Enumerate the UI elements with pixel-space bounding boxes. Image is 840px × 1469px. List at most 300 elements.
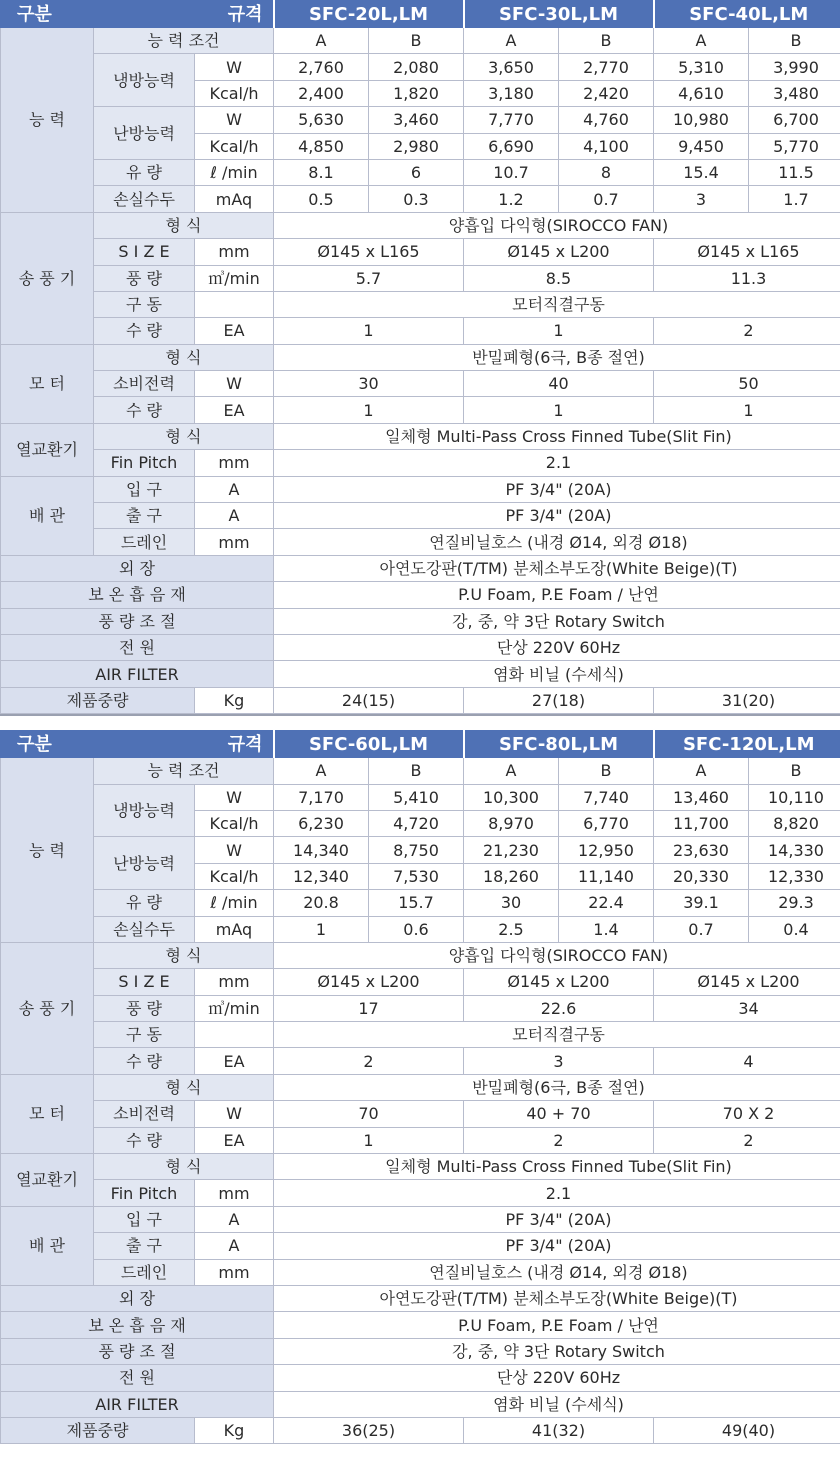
value-cell: 5,310 xyxy=(654,54,749,80)
value-cell: 7,530 xyxy=(369,863,464,889)
header-spec: 규격 xyxy=(94,1,274,28)
value-cell: A xyxy=(654,758,749,784)
value-cell: 40 + 70 xyxy=(464,1101,654,1127)
value-cell: 2 xyxy=(464,1127,654,1153)
value-cell: 20.8 xyxy=(274,890,369,916)
table-divider xyxy=(0,714,840,730)
value-cell: 염화 비닐 (수세식) xyxy=(274,661,840,687)
value-cell: 단상 220V 60Hz xyxy=(274,1365,840,1391)
value-cell: 1 xyxy=(274,916,369,942)
value-cell: 6 xyxy=(369,159,464,185)
row-label: 냉방능력 xyxy=(94,784,195,837)
value-cell: B xyxy=(749,28,840,54)
table-row xyxy=(1,582,840,608)
value-cell: A xyxy=(464,758,559,784)
value-cell: 2,400 xyxy=(274,80,369,106)
row-label: 형 식 xyxy=(94,1154,274,1180)
row-label: AIR FILTER xyxy=(1,1391,274,1417)
row-label: Fin Pitch xyxy=(94,1180,195,1206)
value-cell: 2.1 xyxy=(274,450,840,476)
value-cell: 1.2 xyxy=(464,186,559,212)
section-label: 열교환기 xyxy=(1,423,94,476)
row-label: 풍 량 xyxy=(94,995,195,1021)
value-cell: 39.1 xyxy=(654,890,749,916)
table-row xyxy=(1,397,840,423)
unit-cell: Kcal/h xyxy=(195,863,274,889)
header-gubun: 구분 xyxy=(1,731,94,758)
value-cell: Ø145 x L200 xyxy=(654,969,840,995)
model-header: SFC-40L,LM xyxy=(654,1,840,28)
value-cell: 70 xyxy=(274,1101,464,1127)
value-cell: 18,260 xyxy=(464,863,559,889)
section-label: 배 관 xyxy=(1,476,94,555)
value-cell: 24(15) xyxy=(274,687,464,713)
row-label: 입 구 xyxy=(94,1206,195,1232)
table-row xyxy=(1,1206,840,1232)
value-cell: 0.7 xyxy=(559,186,654,212)
row-label: 형 식 xyxy=(94,344,274,370)
value-cell: A xyxy=(464,28,559,54)
table-row xyxy=(1,1,840,28)
table-row xyxy=(1,916,840,942)
value-cell: 11,140 xyxy=(559,863,654,889)
row-label: 소비전력 xyxy=(94,1101,195,1127)
row-label: 외 장 xyxy=(1,1285,274,1311)
row-label: 능 력 조건 xyxy=(94,758,274,784)
row-label: 드레인 xyxy=(94,529,195,555)
row-label: 형 식 xyxy=(94,1074,274,1100)
value-cell: 2,080 xyxy=(369,54,464,80)
value-cell: Ø145 x L165 xyxy=(274,239,464,265)
value-cell: 17 xyxy=(274,995,464,1021)
unit-cell: W xyxy=(195,784,274,810)
table-row xyxy=(1,28,840,54)
row-label: Fin Pitch xyxy=(94,450,195,476)
value-cell: 4,100 xyxy=(559,133,654,159)
unit-cell: ㎥/min xyxy=(195,265,274,291)
value-cell: 7,170 xyxy=(274,784,369,810)
value-cell: 3 xyxy=(464,1048,654,1074)
value-cell: 2,770 xyxy=(559,54,654,80)
unit-cell: A xyxy=(195,1233,274,1259)
unit-cell: Kcal/h xyxy=(195,80,274,106)
value-cell: Ø145 x L200 xyxy=(464,239,654,265)
value-cell: 12,330 xyxy=(749,863,840,889)
value-cell: 1.7 xyxy=(749,186,840,212)
value-cell: P.U Foam, P.E Foam / 난연 xyxy=(274,1312,840,1338)
value-cell: 1 xyxy=(274,318,464,344)
value-cell: 8.5 xyxy=(464,265,654,291)
row-label: 수 량 xyxy=(94,1048,195,1074)
row-label: 제품중량 xyxy=(1,1417,195,1443)
row-label: 제품중량 xyxy=(1,687,195,713)
row-label: 난방능력 xyxy=(94,837,195,890)
value-cell: 8,970 xyxy=(464,810,559,836)
unit-cell: A xyxy=(195,503,274,529)
row-label: 수 량 xyxy=(94,1127,195,1153)
value-cell: 22.6 xyxy=(464,995,654,1021)
value-cell: 3 xyxy=(654,186,749,212)
value-cell: 14,340 xyxy=(274,837,369,863)
value-cell: 29.3 xyxy=(749,890,840,916)
value-cell: PF 3/4" (20A) xyxy=(274,1233,840,1259)
table-row xyxy=(1,291,840,317)
row-label: 드레인 xyxy=(94,1259,195,1285)
unit-cell: EA xyxy=(195,397,274,423)
value-cell: Ø145 x L165 xyxy=(654,239,840,265)
value-cell: 5,410 xyxy=(369,784,464,810)
unit-cell: W xyxy=(195,107,274,133)
table-row xyxy=(1,186,840,212)
value-cell: 3,460 xyxy=(369,107,464,133)
table-row xyxy=(1,942,840,968)
table-row xyxy=(1,318,840,344)
row-label: 난방능력 xyxy=(94,107,195,160)
value-cell: 6,690 xyxy=(464,133,559,159)
value-cell: 15.7 xyxy=(369,890,464,916)
value-cell: 10,980 xyxy=(654,107,749,133)
table-row xyxy=(1,159,840,185)
header-gubun: 구분 xyxy=(1,1,94,28)
row-label: 풍 량 xyxy=(94,265,195,291)
model-header: SFC-20L,LM xyxy=(274,1,464,28)
value-cell: 11.3 xyxy=(654,265,840,291)
value-cell: 6,230 xyxy=(274,810,369,836)
value-cell: B xyxy=(559,758,654,784)
value-cell: 27(18) xyxy=(464,687,654,713)
table-row xyxy=(1,758,840,784)
table-row xyxy=(1,1233,840,1259)
value-cell: 0.3 xyxy=(369,186,464,212)
table-row xyxy=(1,890,840,916)
table-row xyxy=(1,661,840,687)
value-cell: 10,300 xyxy=(464,784,559,810)
row-label: 수 량 xyxy=(94,318,195,344)
value-cell: 12,340 xyxy=(274,863,369,889)
value-cell: 15.4 xyxy=(654,159,749,185)
row-label: S I Z E xyxy=(94,239,195,265)
value-cell: 1.4 xyxy=(559,916,654,942)
table-row xyxy=(1,608,840,634)
value-cell: 41(32) xyxy=(464,1417,654,1443)
value-cell: 3,180 xyxy=(464,80,559,106)
table-row xyxy=(1,529,840,555)
value-cell: B xyxy=(369,758,464,784)
value-cell: 연질비닐호스 (내경 Ø14, 외경 Ø18) xyxy=(274,1259,840,1285)
table-row xyxy=(1,1048,840,1074)
value-cell: 0.6 xyxy=(369,916,464,942)
unit-cell: mm xyxy=(195,1259,274,1285)
table-row xyxy=(1,687,840,713)
table-row xyxy=(1,476,840,502)
table-row xyxy=(1,1101,840,1127)
value-cell: 7,740 xyxy=(559,784,654,810)
value-cell: 22.4 xyxy=(559,890,654,916)
value-cell: 12,950 xyxy=(559,837,654,863)
unit-cell: Kg xyxy=(195,1417,274,1443)
value-cell: 강, 중, 약 3단 Rotary Switch xyxy=(274,608,840,634)
unit-cell: Kg xyxy=(195,687,274,713)
table-row xyxy=(1,344,840,370)
table-row xyxy=(1,1338,840,1364)
row-label: 형 식 xyxy=(94,423,274,449)
table-row xyxy=(1,1074,840,1100)
table-row xyxy=(1,837,840,863)
value-cell: 아연도강판(T/TM) 분체소부도장(White Beige)(T) xyxy=(274,1285,840,1311)
row-label: 냉방능력 xyxy=(94,54,195,107)
model-header: SFC-60L,LM xyxy=(274,731,464,758)
row-label: 출 구 xyxy=(94,1233,195,1259)
unit-cell: ℓ /min xyxy=(195,890,274,916)
value-cell: 21,230 xyxy=(464,837,559,863)
unit-cell: ℓ /min xyxy=(195,159,274,185)
value-cell: 13,460 xyxy=(654,784,749,810)
unit-cell: mm xyxy=(195,969,274,995)
value-cell: 3,990 xyxy=(749,54,840,80)
unit-cell xyxy=(195,291,274,317)
value-cell: 7,770 xyxy=(464,107,559,133)
value-cell: 1 xyxy=(464,397,654,423)
value-cell: PF 3/4" (20A) xyxy=(274,503,840,529)
value-cell: 1 xyxy=(464,318,654,344)
spec-table-2 xyxy=(0,730,840,1444)
value-cell: B xyxy=(369,28,464,54)
unit-cell: mAq xyxy=(195,916,274,942)
unit-cell: Kcal/h xyxy=(195,133,274,159)
value-cell: B xyxy=(749,758,840,784)
value-cell: 40 xyxy=(464,371,654,397)
unit-cell: A xyxy=(195,476,274,502)
table-row xyxy=(1,503,840,529)
value-cell: 2 xyxy=(654,318,840,344)
value-cell: 5.7 xyxy=(274,265,464,291)
row-label: 형 식 xyxy=(94,942,274,968)
row-label: 소비전력 xyxy=(94,371,195,397)
value-cell: 49(40) xyxy=(654,1417,840,1443)
value-cell: 10,110 xyxy=(749,784,840,810)
value-cell: 5,630 xyxy=(274,107,369,133)
row-label: AIR FILTER xyxy=(1,661,274,687)
value-cell: 4,760 xyxy=(559,107,654,133)
value-cell: 모터직결구동 xyxy=(274,1022,840,1048)
value-cell: 50 xyxy=(654,371,840,397)
section-label: 송 풍 기 xyxy=(1,212,94,344)
value-cell: 반밀폐형(6극, B종 절연) xyxy=(274,1074,840,1100)
row-label: 유 량 xyxy=(94,159,195,185)
value-cell: Ø145 x L200 xyxy=(274,969,464,995)
unit-cell xyxy=(195,1022,274,1048)
section-label: 열교환기 xyxy=(1,1154,94,1207)
row-label: 수 량 xyxy=(94,397,195,423)
value-cell: 2.1 xyxy=(274,1180,840,1206)
model-header: SFC-30L,LM xyxy=(464,1,654,28)
row-label: 보 온 흡 음 재 xyxy=(1,582,274,608)
row-label: S I Z E xyxy=(94,969,195,995)
table-row xyxy=(1,239,840,265)
table-row xyxy=(1,1391,840,1417)
table-row xyxy=(1,371,840,397)
value-cell: 23,630 xyxy=(654,837,749,863)
value-cell: 5,770 xyxy=(749,133,840,159)
value-cell: 1 xyxy=(654,397,840,423)
row-label: 보 온 흡 음 재 xyxy=(1,1312,274,1338)
value-cell: 0.5 xyxy=(274,186,369,212)
value-cell: 6,770 xyxy=(559,810,654,836)
row-label: 형 식 xyxy=(94,212,274,238)
row-label: 전 원 xyxy=(1,1365,274,1391)
row-label: 풍 량 조 절 xyxy=(1,1338,274,1364)
section-label: 모 터 xyxy=(1,1074,94,1153)
unit-cell: mAq xyxy=(195,186,274,212)
value-cell: 8.1 xyxy=(274,159,369,185)
unit-cell: W xyxy=(195,54,274,80)
value-cell: 4,720 xyxy=(369,810,464,836)
table-row xyxy=(1,212,840,238)
value-cell: 1,820 xyxy=(369,80,464,106)
table-row xyxy=(1,1022,840,1048)
section-label: 배 관 xyxy=(1,1206,94,1285)
value-cell: PF 3/4" (20A) xyxy=(274,476,840,502)
value-cell: 일체형 Multi-Pass Cross Finned Tube(Slit Fin) xyxy=(274,1154,840,1180)
value-cell: 양흡입 다익형(SIROCCO FAN) xyxy=(274,212,840,238)
row-label: 능 력 조건 xyxy=(94,28,274,54)
row-label: 입 구 xyxy=(94,476,195,502)
table-row xyxy=(1,450,840,476)
value-cell: 31(20) xyxy=(654,687,840,713)
table-row xyxy=(1,555,840,581)
table-row xyxy=(1,1180,840,1206)
value-cell: B xyxy=(559,28,654,54)
value-cell: 4,850 xyxy=(274,133,369,159)
table-row xyxy=(1,634,840,660)
unit-cell: EA xyxy=(195,1048,274,1074)
value-cell: 3,480 xyxy=(749,80,840,106)
value-cell: Ø145 x L200 xyxy=(464,969,654,995)
header-spec: 규격 xyxy=(94,731,274,758)
table-row xyxy=(1,1127,840,1153)
unit-cell: W xyxy=(195,1101,274,1127)
row-label: 구 동 xyxy=(94,291,195,317)
value-cell: 3,650 xyxy=(464,54,559,80)
value-cell: 염화 비닐 (수세식) xyxy=(274,1391,840,1417)
value-cell: 양흡입 다익형(SIROCCO FAN) xyxy=(274,942,840,968)
value-cell: 4,610 xyxy=(654,80,749,106)
unit-cell: EA xyxy=(195,318,274,344)
unit-cell: mm xyxy=(195,450,274,476)
value-cell: 20,330 xyxy=(654,863,749,889)
unit-cell: EA xyxy=(195,1127,274,1153)
row-label: 출 구 xyxy=(94,503,195,529)
value-cell: 9,450 xyxy=(654,133,749,159)
section-label: 능 력 xyxy=(1,28,94,213)
value-cell: 14,330 xyxy=(749,837,840,863)
row-label: 전 원 xyxy=(1,634,274,660)
value-cell: 2 xyxy=(654,1127,840,1153)
table-row xyxy=(1,731,840,758)
value-cell: 1 xyxy=(274,1127,464,1153)
spec-table-1 xyxy=(0,0,840,714)
table-row xyxy=(1,1365,840,1391)
table-row xyxy=(1,1285,840,1311)
table-row xyxy=(1,54,840,80)
section-label: 송 풍 기 xyxy=(1,942,94,1074)
value-cell: 36(25) xyxy=(274,1417,464,1443)
value-cell: P.U Foam, P.E Foam / 난연 xyxy=(274,582,840,608)
value-cell: 4 xyxy=(654,1048,840,1074)
unit-cell: mm xyxy=(195,1180,274,1206)
row-label: 유 량 xyxy=(94,890,195,916)
table-row xyxy=(1,1312,840,1338)
value-cell: 0.4 xyxy=(749,916,840,942)
value-cell: 8 xyxy=(559,159,654,185)
value-cell: 10.7 xyxy=(464,159,559,185)
unit-cell: mm xyxy=(195,529,274,555)
table-row xyxy=(1,969,840,995)
unit-cell: W xyxy=(195,837,274,863)
table-row xyxy=(1,1417,840,1443)
value-cell: A xyxy=(654,28,749,54)
table-row xyxy=(1,784,840,810)
section-label: 모 터 xyxy=(1,344,94,423)
value-cell: A xyxy=(274,758,369,784)
unit-cell: W xyxy=(195,371,274,397)
value-cell: 2,760 xyxy=(274,54,369,80)
table-row xyxy=(1,265,840,291)
unit-cell: mm xyxy=(195,239,274,265)
row-label: 풍 량 조 절 xyxy=(1,608,274,634)
value-cell: 강, 중, 약 3단 Rotary Switch xyxy=(274,1338,840,1364)
value-cell: A xyxy=(274,28,369,54)
value-cell: 2,420 xyxy=(559,80,654,106)
row-label: 손실수두 xyxy=(94,916,195,942)
unit-cell: ㎥/min xyxy=(195,995,274,1021)
model-header: SFC-80L,LM xyxy=(464,731,654,758)
value-cell: 11,700 xyxy=(654,810,749,836)
table-row xyxy=(1,1259,840,1285)
row-label: 구 동 xyxy=(94,1022,195,1048)
value-cell: 8,750 xyxy=(369,837,464,863)
value-cell: 단상 220V 60Hz xyxy=(274,634,840,660)
row-label: 손실수두 xyxy=(94,186,195,212)
value-cell: 70 X 2 xyxy=(654,1101,840,1127)
value-cell: 11.5 xyxy=(749,159,840,185)
table-row xyxy=(1,1154,840,1180)
table-row xyxy=(1,995,840,1021)
unit-cell: Kcal/h xyxy=(195,810,274,836)
value-cell: 30 xyxy=(274,371,464,397)
value-cell: 일체형 Multi-Pass Cross Finned Tube(Slit Fin) xyxy=(274,423,840,449)
value-cell: 모터직결구동 xyxy=(274,291,840,317)
unit-cell: A xyxy=(195,1206,274,1232)
row-label: 외 장 xyxy=(1,555,274,581)
value-cell: 0.7 xyxy=(654,916,749,942)
value-cell: 2 xyxy=(274,1048,464,1074)
value-cell: 8,820 xyxy=(749,810,840,836)
value-cell: PF 3/4" (20A) xyxy=(274,1206,840,1232)
model-header: SFC-120L,LM xyxy=(654,731,840,758)
value-cell: 34 xyxy=(654,995,840,1021)
value-cell: 6,700 xyxy=(749,107,840,133)
value-cell: 반밀폐형(6극, B종 절연) xyxy=(274,344,840,370)
value-cell: 30 xyxy=(464,890,559,916)
value-cell: 1 xyxy=(274,397,464,423)
value-cell: 아연도강판(T/TM) 분체소부도장(White Beige)(T) xyxy=(274,555,840,581)
table-row xyxy=(1,423,840,449)
section-label: 능 력 xyxy=(1,758,94,943)
value-cell: 연질비닐호스 (내경 Ø14, 외경 Ø18) xyxy=(274,529,840,555)
table-row xyxy=(1,107,840,133)
value-cell: 2.5 xyxy=(464,916,559,942)
